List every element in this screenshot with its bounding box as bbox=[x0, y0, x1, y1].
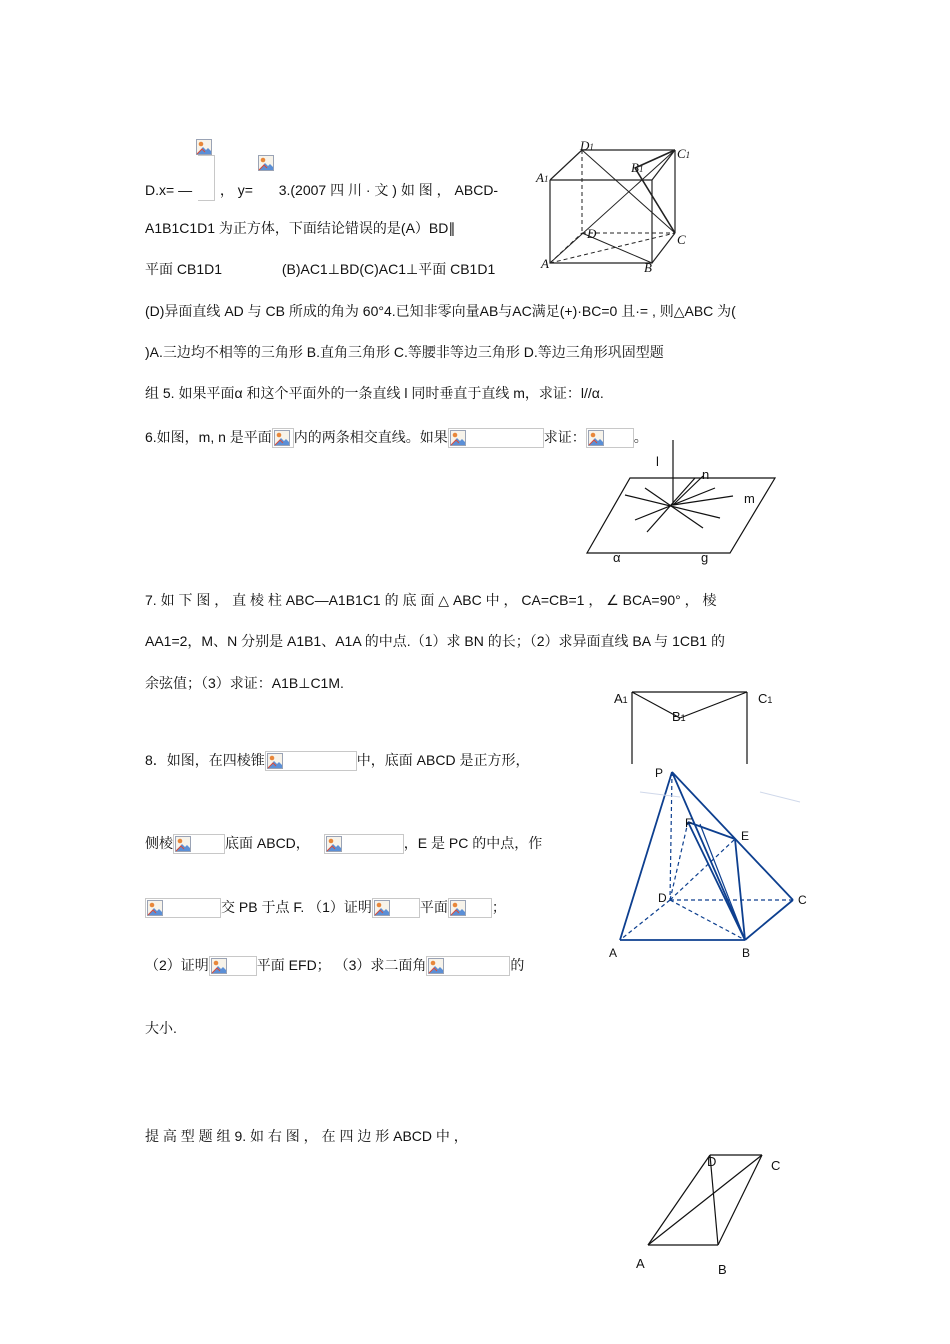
pyramid-label-f: F bbox=[685, 816, 693, 830]
broken-image-pyramid bbox=[265, 751, 357, 771]
broken-image-icon bbox=[196, 139, 212, 155]
text-segment: 求证： bbox=[543, 429, 586, 445]
broken-image-pb bbox=[209, 956, 257, 976]
broken-image-icon bbox=[450, 430, 466, 446]
label-text: D bbox=[580, 138, 590, 153]
broken-image-icon bbox=[374, 900, 390, 916]
q8-line3 bbox=[145, 897, 506, 918]
q8-line4 bbox=[145, 955, 524, 976]
prism-label-b1 bbox=[672, 709, 686, 724]
broken-image-pd bbox=[173, 834, 225, 854]
broken-image-ef-perp bbox=[145, 898, 221, 918]
broken-image-icon bbox=[267, 753, 283, 769]
subscript: 1 bbox=[543, 174, 549, 184]
plane-label-l: l bbox=[656, 454, 659, 469]
q8-line5: 大小. bbox=[145, 1020, 177, 1036]
subscript: 1 bbox=[685, 150, 691, 160]
quad-label-c: C bbox=[771, 1158, 781, 1173]
cube-label-c: C bbox=[677, 232, 686, 247]
pyramid-label-e: E bbox=[741, 829, 750, 843]
cube-label-a: A bbox=[541, 256, 549, 271]
cube-label-c1 bbox=[677, 146, 690, 162]
text-segment: （2）证明 bbox=[145, 957, 209, 973]
cube-label-d1 bbox=[580, 138, 594, 154]
cube-label-d: D bbox=[587, 226, 597, 241]
q4-options: )A.三边均不相等的三角形 B.直角三角形 C.等腰非等边三角形 D.等边三角形巩固型题 bbox=[145, 344, 664, 360]
q3-line2: A1B1C1D1 为正方体，下面结论错误的是(A）BD∥ bbox=[145, 220, 456, 236]
broken-image-icon bbox=[196, 155, 216, 201]
broken-image-edb bbox=[448, 898, 492, 918]
broken-image-icon bbox=[428, 958, 444, 974]
text-segment: 平面 EFD； （3）求二面角 bbox=[256, 957, 427, 973]
text-segment: 3.(2007 四 川 · 文 ) 如 图 ， ABCD- bbox=[278, 182, 499, 198]
q8-line1 bbox=[145, 750, 529, 771]
broken-image-icon bbox=[211, 958, 227, 974]
label-text: C bbox=[758, 691, 768, 706]
cube-label-a1 bbox=[536, 170, 548, 186]
prism-label-c1 bbox=[758, 691, 772, 706]
label-text: B bbox=[631, 160, 639, 175]
text-segment: 交 PB 于点 F. （1）证明 bbox=[221, 899, 372, 915]
subscript: 1 bbox=[638, 164, 644, 174]
broken-image-icon bbox=[450, 900, 466, 916]
pyramid-label-p: P bbox=[655, 766, 664, 780]
text-segment: 8．如图，在四棱锥 bbox=[145, 752, 265, 768]
prism-label-a1 bbox=[614, 691, 628, 706]
quad-label-b: B bbox=[718, 1262, 727, 1277]
pyramid-figure bbox=[600, 762, 815, 962]
text-segment: (B)AC1⊥BD(C)AC1⊥平面 CB1D1 bbox=[281, 261, 496, 277]
quad-label-a: A bbox=[636, 1256, 645, 1271]
text-segment: 内的两条相交直线。如果 bbox=[293, 429, 448, 445]
text-segment: 底面 ABCD， bbox=[225, 835, 310, 851]
text-segment: 6.如图，m, n 是平面 bbox=[145, 429, 272, 445]
pyramid-label-b: B bbox=[742, 946, 751, 960]
label-text: A bbox=[614, 691, 623, 706]
label-text: C bbox=[677, 146, 686, 161]
text-segment: ， y= bbox=[219, 182, 253, 198]
subscript: 1 bbox=[622, 695, 628, 705]
broken-image-icon bbox=[274, 430, 290, 446]
pyramid-label-a: A bbox=[609, 946, 618, 960]
text-segment: D.x= — bbox=[145, 182, 193, 198]
text-segment: 中，底面 ABCD 是正方形， bbox=[356, 752, 530, 768]
text-segment: 。 bbox=[633, 429, 648, 445]
label-text: B bbox=[672, 709, 681, 724]
prism-figure bbox=[620, 688, 760, 766]
broken-image-pa bbox=[372, 898, 420, 918]
q8-line2 bbox=[145, 833, 542, 854]
q3-line3 bbox=[145, 259, 495, 279]
subscript: 1 bbox=[767, 695, 773, 705]
plane-label-m: m bbox=[744, 491, 755, 506]
subscript: 1 bbox=[589, 142, 594, 152]
quadrilateral-figure bbox=[640, 1150, 770, 1250]
plane-label-alpha: α bbox=[613, 550, 621, 565]
q3-option-d-and-q4: (D)异面直线 AD 与 CB 所成的角为 60°4.已知非零向量AB与AC满足(+)·BC=0 且·= , 则△ABC 为( bbox=[145, 303, 736, 319]
pyramid-label-c: C bbox=[798, 893, 807, 907]
q3-line1 bbox=[145, 155, 498, 201]
broken-image-icon bbox=[258, 155, 274, 171]
text-segment: ； bbox=[491, 899, 506, 915]
subscript: 1 bbox=[680, 713, 686, 723]
label-text: A bbox=[536, 170, 544, 185]
broken-image-pd-eq-dc bbox=[324, 834, 404, 854]
cube-label-b1 bbox=[631, 160, 643, 176]
text-segment: 的 bbox=[510, 957, 525, 973]
plane-figure bbox=[585, 440, 785, 560]
pyramid-label-d: D bbox=[658, 891, 667, 905]
broken-image-dihedral bbox=[426, 956, 510, 976]
quad-label-d: D bbox=[707, 1154, 717, 1169]
q5-text: 组 5. 如果平面α 和这个平面外的一条直线 l 同时垂直于直线 m，求证：l//α. bbox=[145, 385, 604, 401]
broken-image-icon bbox=[257, 181, 275, 199]
q7-line1: 7. 如 下 图 ， 直 棱 柱 ABC—A1B1C1 的 底 面 △ ABC 中 ， CA=CB=1 ， ∠ BCA=90° ， 棱 bbox=[145, 592, 717, 608]
broken-image-icon bbox=[175, 836, 191, 852]
broken-image-icon bbox=[326, 836, 342, 852]
q9-text: 提 高 型 题 组 9. 如 右 图 ， 在 四 边 形 ABCD 中 ， bbox=[145, 1128, 468, 1144]
cube-label-b: B bbox=[644, 260, 652, 275]
broken-image-icon bbox=[147, 900, 163, 916]
text-segment: ，E 是 PC 的中点，作 bbox=[403, 835, 543, 851]
q6-text bbox=[145, 427, 648, 448]
text-segment: 平面 bbox=[419, 899, 448, 915]
q7-line2: AA1=2，M、N 分别是 A1B1、A1A 的中点.（1）求 BN 的长；（2）求异面直线 BA 与 1CB1 的 bbox=[145, 633, 725, 649]
broken-image-alpha bbox=[272, 428, 294, 448]
text-segment: 侧棱 bbox=[145, 835, 173, 851]
plane-label-n: n bbox=[702, 467, 710, 482]
q7-line3: 余弦值；（3）求证：A1B⊥C1M. bbox=[145, 675, 344, 691]
plane-label-g: g bbox=[701, 550, 709, 565]
broken-image-condition bbox=[448, 428, 544, 448]
cube-figure bbox=[530, 138, 700, 273]
text-segment: 平面 CB1D1 bbox=[145, 261, 223, 277]
